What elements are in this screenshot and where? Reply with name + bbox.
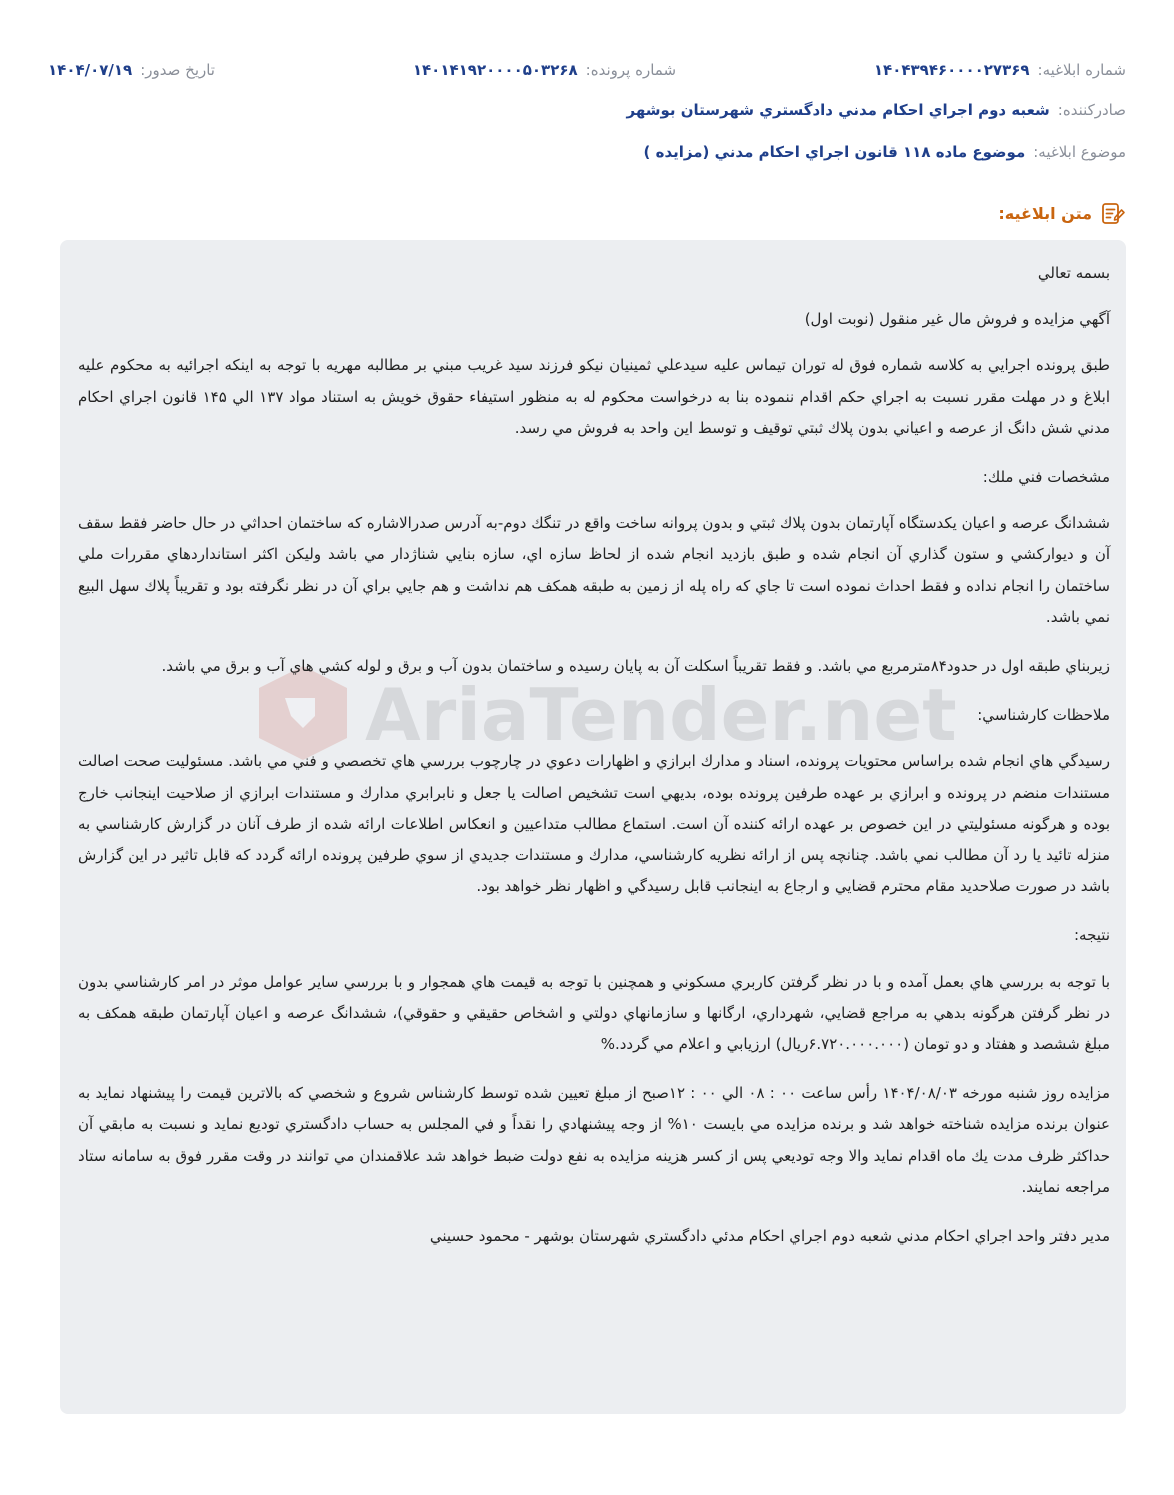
issuer-label: صادرکننده: [1057, 101, 1126, 119]
issuer-row [627, 101, 1127, 119]
notice-text-heading-label: متن ابلاغيه: [998, 203, 1092, 223]
case-number-label: شماره پرونده: [585, 61, 677, 79]
signature-line: مدير دفتر واحد اجراي احکام مدني شعبه دوم اجراي احكام مدئي دادگستري شهرستان بوشهر - محمود حسيني [429, 1227, 1110, 1246]
floor-area-paragraph: زيربناي طبقه اول در حدود۸۴مترمربع مي باشد. و فقط تقريباً اسكلت آن به پايان رسيده و ساختمان بدون آب و برق و لوله كشي هاي آب و برق مي باشد. [161, 657, 1110, 676]
issue-date-value: ۱۴۰۴/۰۷/۱۹ [48, 61, 133, 79]
document-edit-icon [1100, 200, 1126, 226]
watermark-text: AriaTender.net [365, 673, 957, 757]
salutation: بسمه تعالي [1037, 264, 1110, 282]
notice-number-label: شماره ابلاغيه: [1037, 61, 1126, 79]
case-number [413, 61, 676, 79]
notice-number-value: ۱۴۰۴۳۹۴۶۰۰۰۰۲۷۳۶۹ [873, 61, 1030, 79]
subject-row [644, 143, 1126, 161]
case-paragraph: طبق پرونده اجرايي به کلاسه شماره فوق له توران تيماس عليه سيدعلي ثمينيان نيکو فرزند سيد غريب مبني بر مطالبه مهريه با توجه به اينکه اجرائيه به محکوم عليه ابلاغ و در مهلت مقرر نسبت به اجراي حکم اقدام ننموده بنا به درخواست محکوم له به منظور استيفاء حقوق خويش به استناد مواد ۱۳۷ الي ۱۴۵ قانون اجراي احکام مدني شش دانگ از عرصه و اعياني بدون پلاك ثبتي توقيف و توسط اين واحد به فروش مي رسد. [78, 356, 1110, 437]
notice-text-heading [998, 200, 1126, 226]
property-spec-heading: مشخصات فني ملك: [982, 468, 1110, 487]
notice-body-card [60, 240, 1126, 1414]
expert-notes-heading: ملاحظات كارشناسي: [977, 706, 1110, 725]
notice-number [874, 61, 1126, 79]
issuer-value: شعبه دوم اجراي احکام مدني دادگستري شهرستان بوشهر [626, 101, 1050, 119]
issue-date-label: تاريخ صدور: [140, 61, 215, 79]
property-spec-paragraph: ششدانگ عرصه و اعيان يكدستگاه آپارتمان بدون پلاك ثبتي و بدون پروانه ساخت واقع در تنگك دوم-به آدرس صدرالاشاره كه ساختمان احداثي در حال حاضر فقط سقف آن و ديواركشي و ستون گذاري آن انجام شده و طبق بازديد انجام شده از لحاظ سازه اي، سازه بنايي شناژدار مي باشد وليكن اكثر استانداردهاي مقررات ملي ساختمان را انجام نداده و فقط احداث نموده است تا جاي كه راه پله از زمين به طبقه همكف هم نداشت و هم جايي براي آن در نظر نگرفته بود و تقريباً پلاك سهل البيع نمي باشد. [78, 514, 1110, 626]
notice-body-text [78, 258, 1110, 1252]
subject-value: موضوع ماده ۱۱۸ قانون اجراي احکام مدني (مزايده ) [643, 143, 1026, 161]
auction-title: آگهي مزايده و فروش مال غير منقول (نوبت اول) [804, 310, 1110, 329]
case-number-value: ۱۴۰۱۴۱۹۲۰۰۰۰۵۰۳۲۶۸ [412, 61, 578, 79]
result-heading: نتيجه: [1073, 926, 1110, 945]
result-paragraph: با توجه به بررسي هاي بعمل آمده و با در نظر گرفتن كاربري مسكوني و همچنين با توجه به قيمت هاي همجوار و با بررسي ساير عوامل موثر در امر كارشناسي بدون در نظر گرفتن هرگونه بدهي به مراجع قضايي، شهرداري، ارگانها و سازمانهاي دولتي و اشخاص حقيقي و حقوقي)، ششدانگ عرصه و اعيان آپارتمان طبقه همكف به مبلغ ششصد و هفتاد و دو تومان (۶.۷۲۰.۰۰۰.۰۰۰ريال) ارزيابي و اعلام مي گردد.% [78, 972, 1110, 1054]
auction-terms-paragraph: مزايده روز شنبه مورخه ۱۴۰۴/۰۸/۰۳ رأس ساعت ۰۰ : ۰۸ الي ۰۰ : ۱۲صبح از مبلغ تعيين شده توسط كارشناس شروع و شخصي كه بالاترين قيمت را پيشنهاد نمايد به عنوان برنده مزايده شناخته خواهد شد و برنده مزايده مي بايست ۱۰% از وجه پيشنهادي را نقداً و في المجلس به حساب دادگستري توديع نمايد و نسبت به مابقي آن حداكثر ظرف مدت يك ماه اقدام نمايد والا وجه توديعي پس از كسر هزينه مزايده به نفع دولت ضبط خواهد شد علاقمندان مي توانند در وقت مقرر فوق به سامانه ستاد مراجعه نمايند. [78, 1084, 1110, 1196]
issue-date [48, 61, 215, 79]
subject-label: موضوع ابلاغيه: [1033, 143, 1126, 161]
metadata-row [48, 58, 1126, 82]
expert-notes-paragraph: رسيدگي هاي انجام شده براساس محتويات پرونده، اسناد و مدارك ابرازي و اظهارات دعوي در چارچوب بررسي هاي تخصصي و فني مي باشد. مسئوليت صحت اصالت مستندات منضم در پرونده و ابرازي بر عهده طرفين پرونده بوده، بديهي است تشخيص اصالت يا جعل و نابرابري مدارك و مستندات ابرازي از صلاحيت اينجانب خارج بوده و هرگونه مسئوليتي در اين خصوص بر عهده ارائه كننده آن است. استماع مطالب متداعيين و انعكاس اطلاعات ارائه شده از طرف آنان در گزارش كارشناسي به منزله تائيد يا رد آن مطالب نمي باشد. چنانچه پس از ارائه نظريه كارشناسي، مدارك و مستندات جديدي از سوي طرفين پرونده ارائه گردد كه قابل تاثير در اين گزارش باشد در صورت صلاحديد مقام محترم قضايي و ارجاع به اينجانب قابل رسيدگي و اظهار نظر خواهد بود. [78, 752, 1110, 896]
